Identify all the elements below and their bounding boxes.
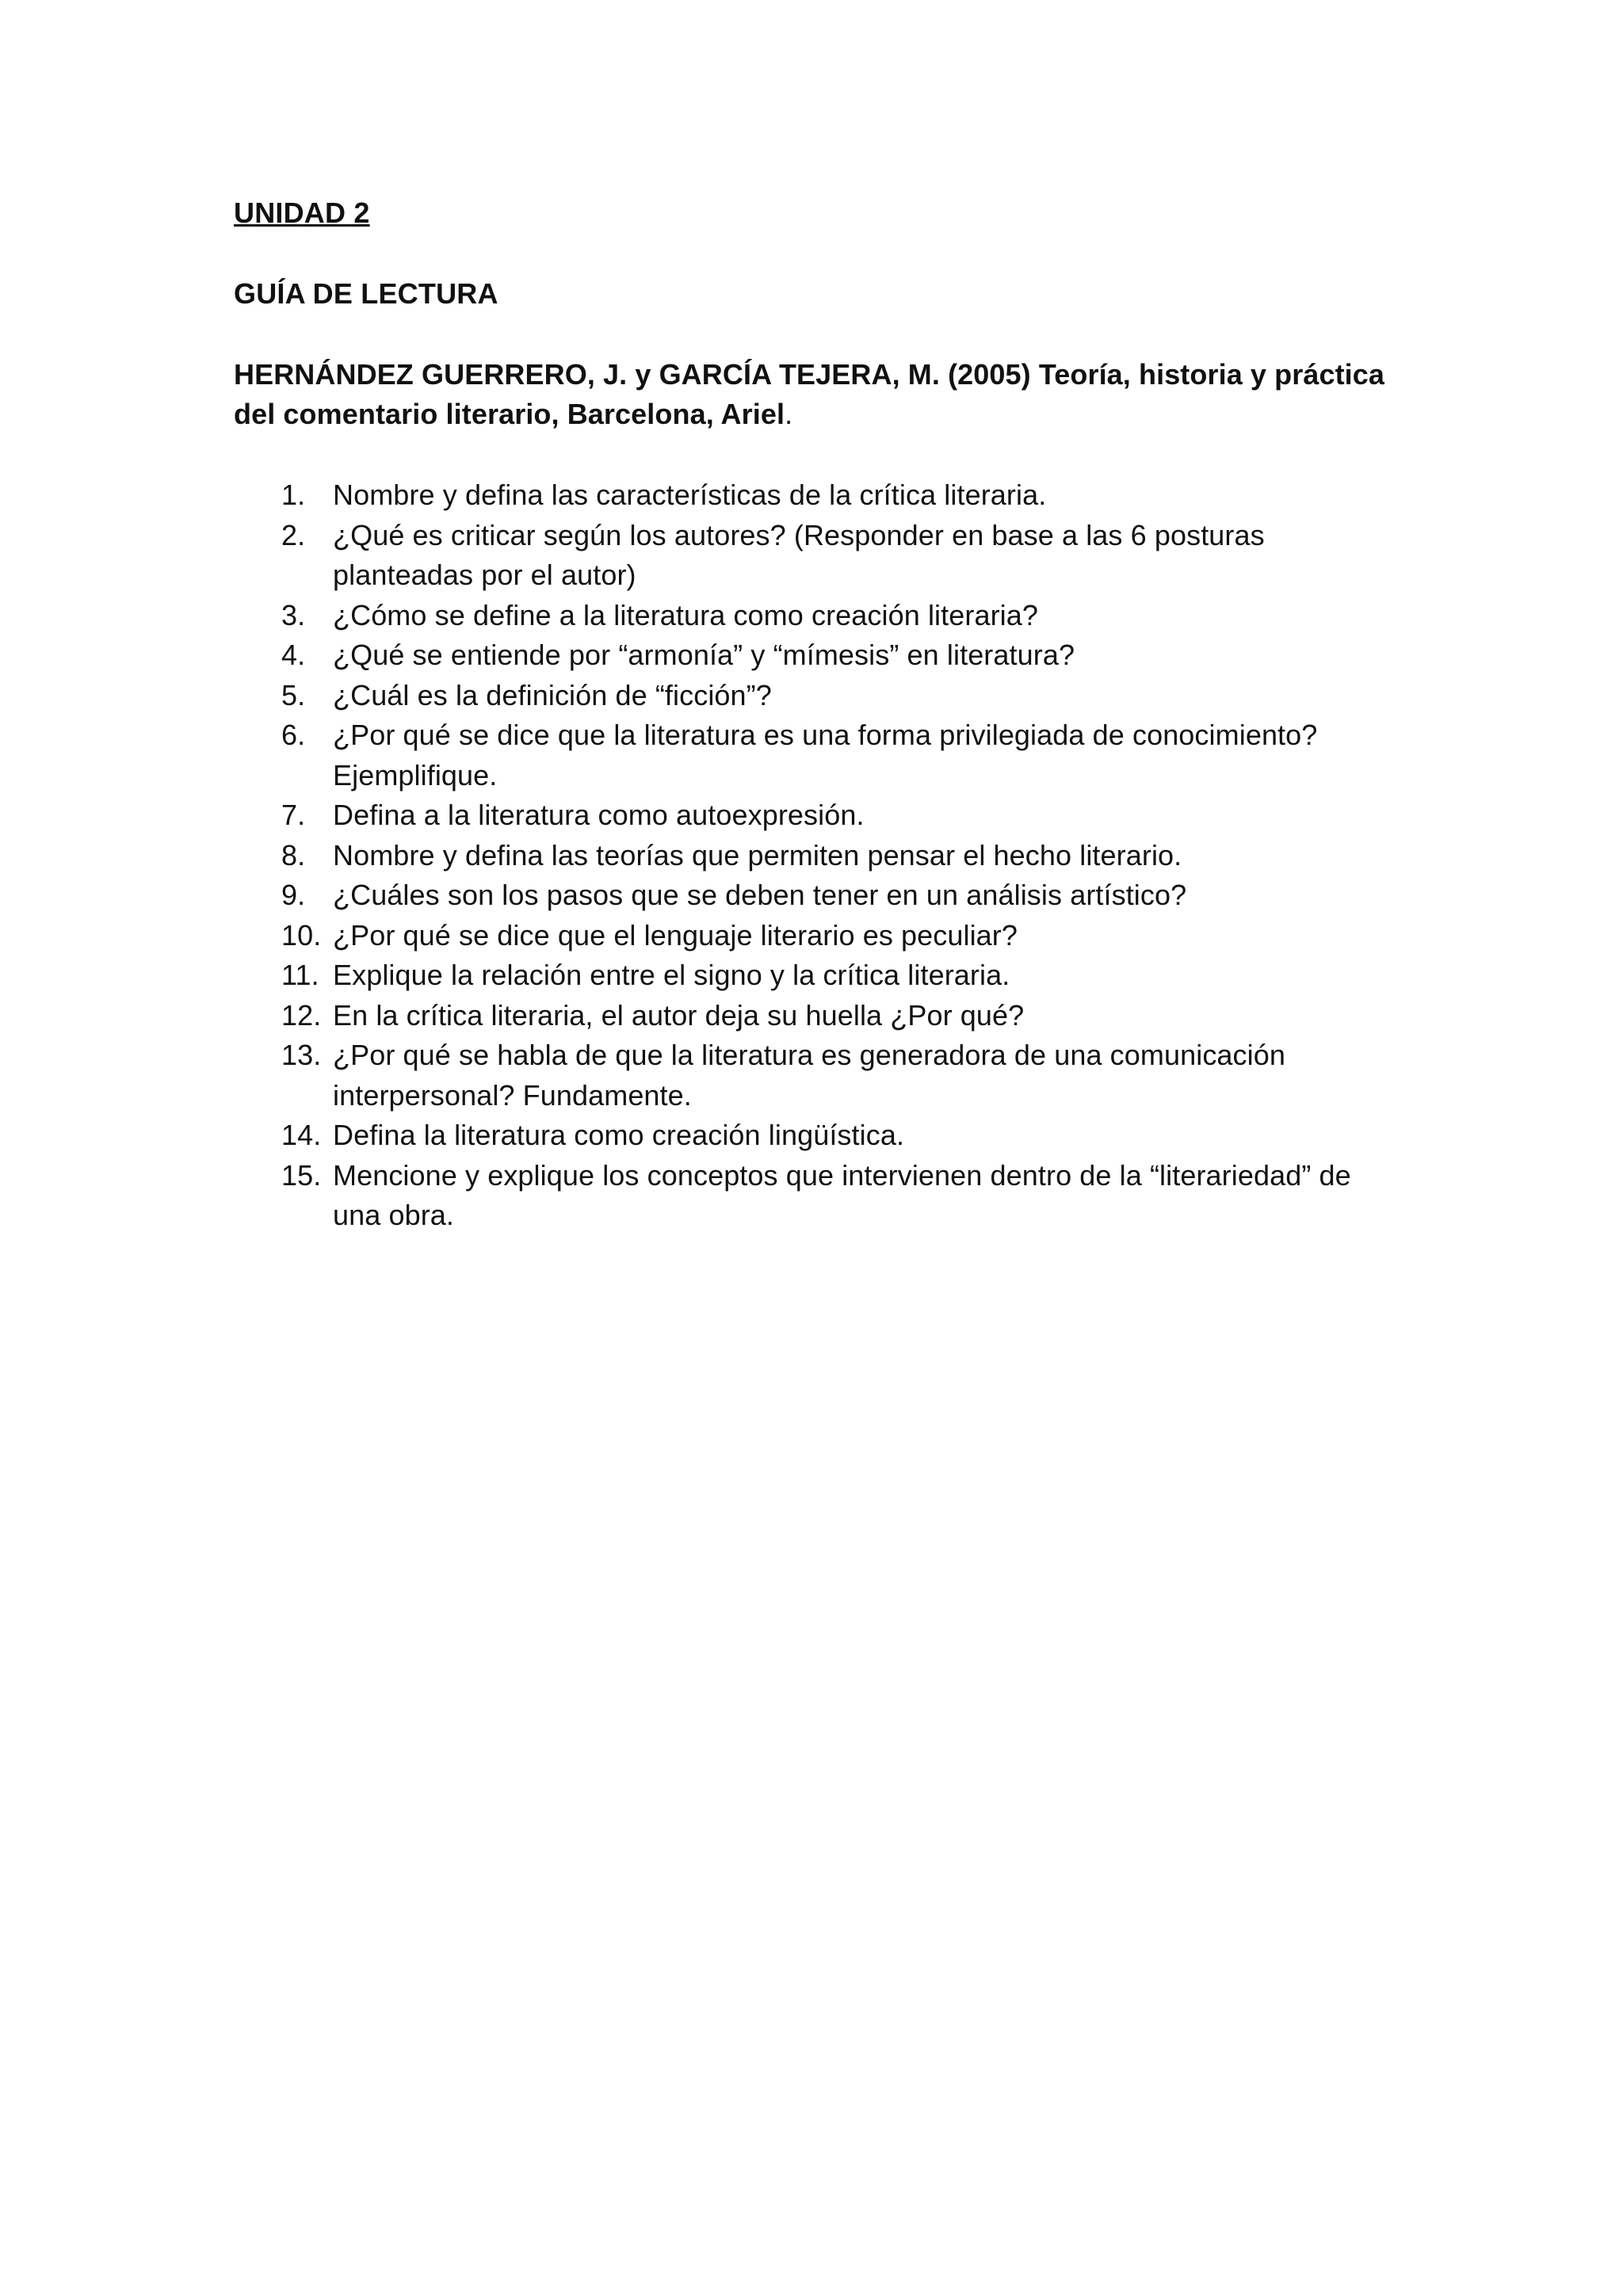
question-item xyxy=(234,715,1407,795)
question-item xyxy=(234,475,1407,516)
question-number: 4. xyxy=(281,639,306,671)
question-number: 9. xyxy=(281,879,306,911)
question-number: 11. xyxy=(281,959,319,991)
question-number: 2. xyxy=(281,518,306,551)
question-number: 3. xyxy=(281,598,306,631)
question-number: 15. xyxy=(281,1158,322,1192)
question-text: Defina a la literatura como autoexpresión. xyxy=(333,799,865,831)
question-number: 12. xyxy=(281,998,322,1032)
question-text: ¿Por qué se dice que la literatura es una forma privilegiada de conocimiento? Ejemplifique. xyxy=(333,719,1318,791)
question-text: Nombre y defina las características de la crítica literaria. xyxy=(333,479,1047,511)
unit-title: UNIDAD 2 xyxy=(234,196,370,229)
question-text: Mencione y explique los conceptos que intervienen dentro de la “literariedad” de una obra. xyxy=(333,1158,1351,1231)
question-number: 13. xyxy=(281,1039,322,1071)
question-number: 8. xyxy=(281,838,306,871)
question-number: 14. xyxy=(281,1119,322,1151)
question-text: ¿Cómo se define a la literatura como creación literaria? xyxy=(333,598,1039,631)
question-item xyxy=(234,596,1407,636)
question-item xyxy=(234,676,1407,716)
question-text: Defina la literatura como creación lingüística. xyxy=(333,1119,905,1151)
question-text: ¿Qué es criticar según los autores? (Responder en base a las 6 posturas planteadas por el autor) xyxy=(333,518,1265,591)
question-number: 7. xyxy=(281,799,306,831)
question-number: 6. xyxy=(281,719,306,751)
reference-text: HERNÁNDEZ GUERRERO, J. y GARCÍA TEJERA, M. (2005) Teoría, historia y práctica del comentario literario, Barcelona, Ariel xyxy=(234,358,1385,430)
question-item xyxy=(234,836,1407,876)
question-text: ¿Por qué se dice que el lenguaje literario es peculiar? xyxy=(333,918,1018,952)
question-text: ¿Por qué se habla de que la literatura es generadora de una comunicación interpersonal? Fundamente. xyxy=(333,1039,1285,1112)
question-item xyxy=(234,1035,1407,1116)
question-item xyxy=(234,955,1407,996)
question-text: En la crítica literaria, el autor deja su huella ¿Por qué? xyxy=(333,998,1025,1032)
question-text: Explique la relación entre el signo y la crítica literaria. xyxy=(333,959,1010,991)
question-item xyxy=(234,1156,1407,1236)
document-content xyxy=(234,193,1407,1236)
bibliographic-reference xyxy=(234,355,1407,434)
question-item xyxy=(234,916,1407,956)
question-item xyxy=(234,996,1407,1036)
reference-period: . xyxy=(785,398,793,430)
question-text: ¿Cuál es la definición de “ficción”? xyxy=(333,678,772,711)
question-item xyxy=(234,1116,1407,1156)
guide-title: GUÍA DE LECTURA xyxy=(234,277,498,310)
question-number: 10. xyxy=(281,918,322,952)
question-item xyxy=(234,516,1407,596)
question-item xyxy=(234,635,1407,676)
question-number: 1. xyxy=(281,479,306,511)
question-number: 5. xyxy=(281,678,306,711)
question-item xyxy=(234,875,1407,916)
question-text: ¿Qué se entiende por “armonía” y “mímesis” en literatura? xyxy=(333,639,1075,671)
question-list xyxy=(234,475,1407,1236)
question-text: Nombre y defina las teorías que permiten pensar el hecho literario. xyxy=(333,838,1182,871)
question-text: ¿Cuáles son los pasos que se deben tener en un análisis artístico? xyxy=(333,879,1187,911)
question-item xyxy=(234,795,1407,836)
